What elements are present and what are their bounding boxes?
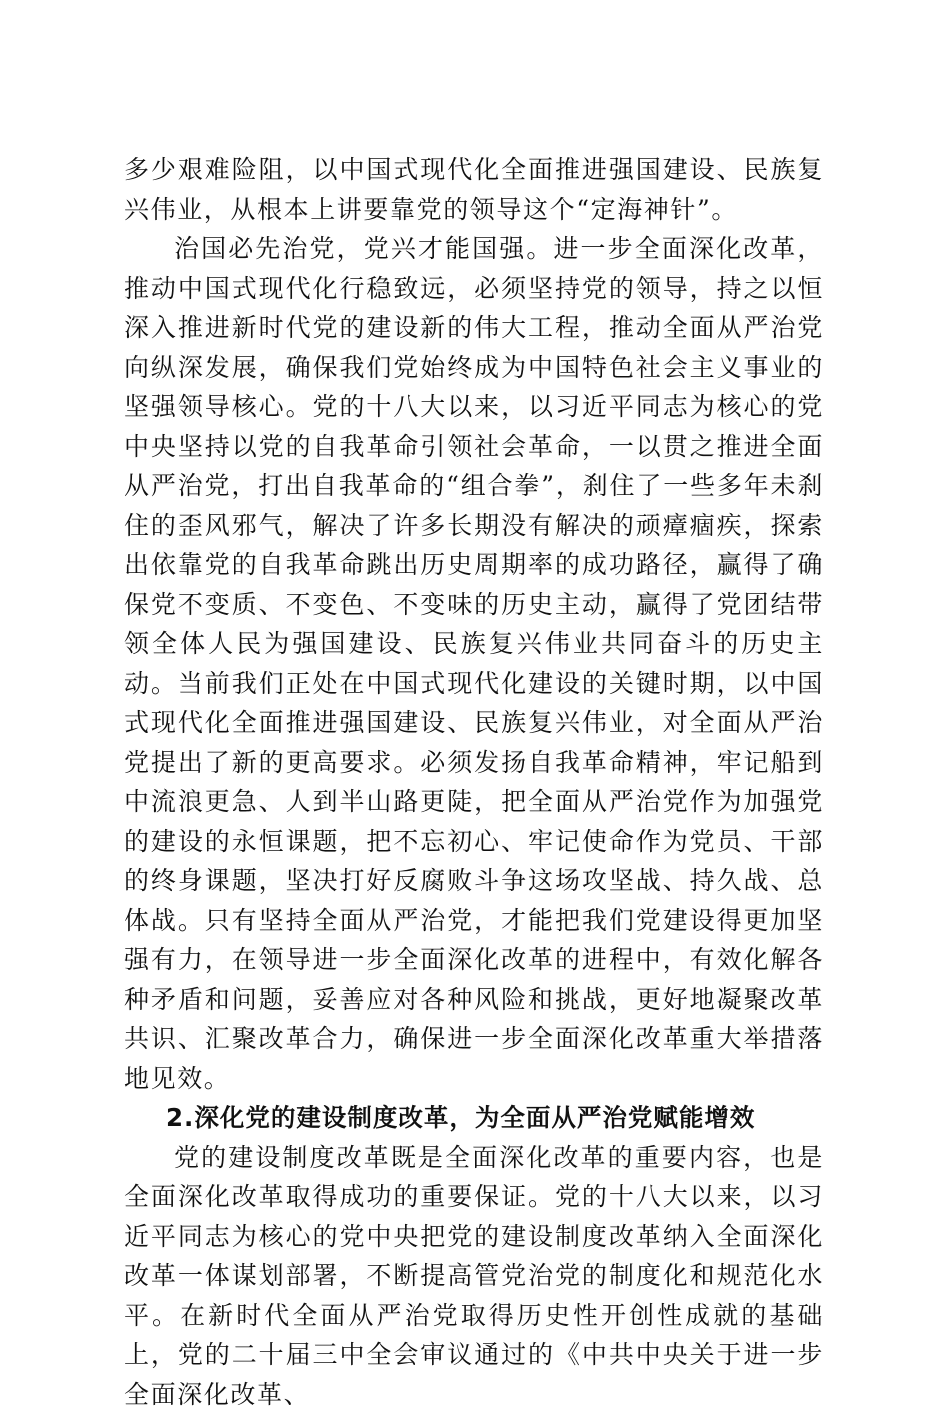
paragraph-party-governance: 治国必先治党，党兴才能国强。进一步全面深化改革，推动中国式现代化行稳致远，必须坚持党的领导，持之以恒深入推进新时代党的建设新的伟大工程，推动全面从严治党向纵深发展，确保我们党始终成为中国特色社会主义事业的坚强领导核心。党的十八大以来，以习近平同志为核心的党中央坚持以党的自我革命引领社会革命，一以贯之推进全面从严治党，打出自我革命的“组合拳”，刹住了一些多年未刹住的歪风邪气，解决了许多长期没有解决的顽瘴痼疾，探索出依靠党的自我革命跳出历史周期率的成功路径，赢得了确保党不变质、不变色、不变味的历史主动，赢得了党团结带领全体人民为强国建设、民族复兴伟业共同奋斗的历史主动。当前我们正处在中国式现代化建设的关键时期，以中国式现代化全面推进强国建设、民族复兴伟业，对全面从严治党提出了新的更高要求。必须发扬自我革命精神，牢记船到中流浪更急、人到半山路更陡，把全面从严治党作为加强党的建设的永恒课题，把不忘初心、牢记使命作为党员、干部的终身课题，坚决打好反腐败斗争这场攻坚战、持久战、总体战。只有坚持全面从严治党，才能把我们党建设得更加坚强有力，在领导进一步全面深化改革的进程中，有效化解各种矛盾和问题，妥善应对各种风险和挑战，更好地凝聚改革共识、汇聚改革合力，确保进一步全面深化改革重大举措落地见效。: [124, 229, 824, 1098]
document-page: [124, 150, 824, 1414]
paragraph-system-reform: 党的建设制度改革既是全面深化改革的重要内容，也是全面深化改革取得成功的重要保证。党的十八大以来，以习近平同志为核心的党中央把党的建设制度改革纳入全面深化改革一体谋划部署，不断提高管党治党的制度化和规范化水平。在新时代全面从严治党取得历史性开创性成就的基础上，党的二十届三中全会审议通过的《中共中央关于进一步全面深化改革、: [124, 1138, 824, 1414]
section-heading: 2.深化党的建设制度改革，为全面从严治党赋能增效: [124, 1098, 824, 1138]
paragraph-continuation: 多少艰难险阻，以中国式现代化全面推进强国建设、民族复兴伟业，从根本上讲要靠党的领导这个“定海神针”。: [124, 150, 824, 229]
